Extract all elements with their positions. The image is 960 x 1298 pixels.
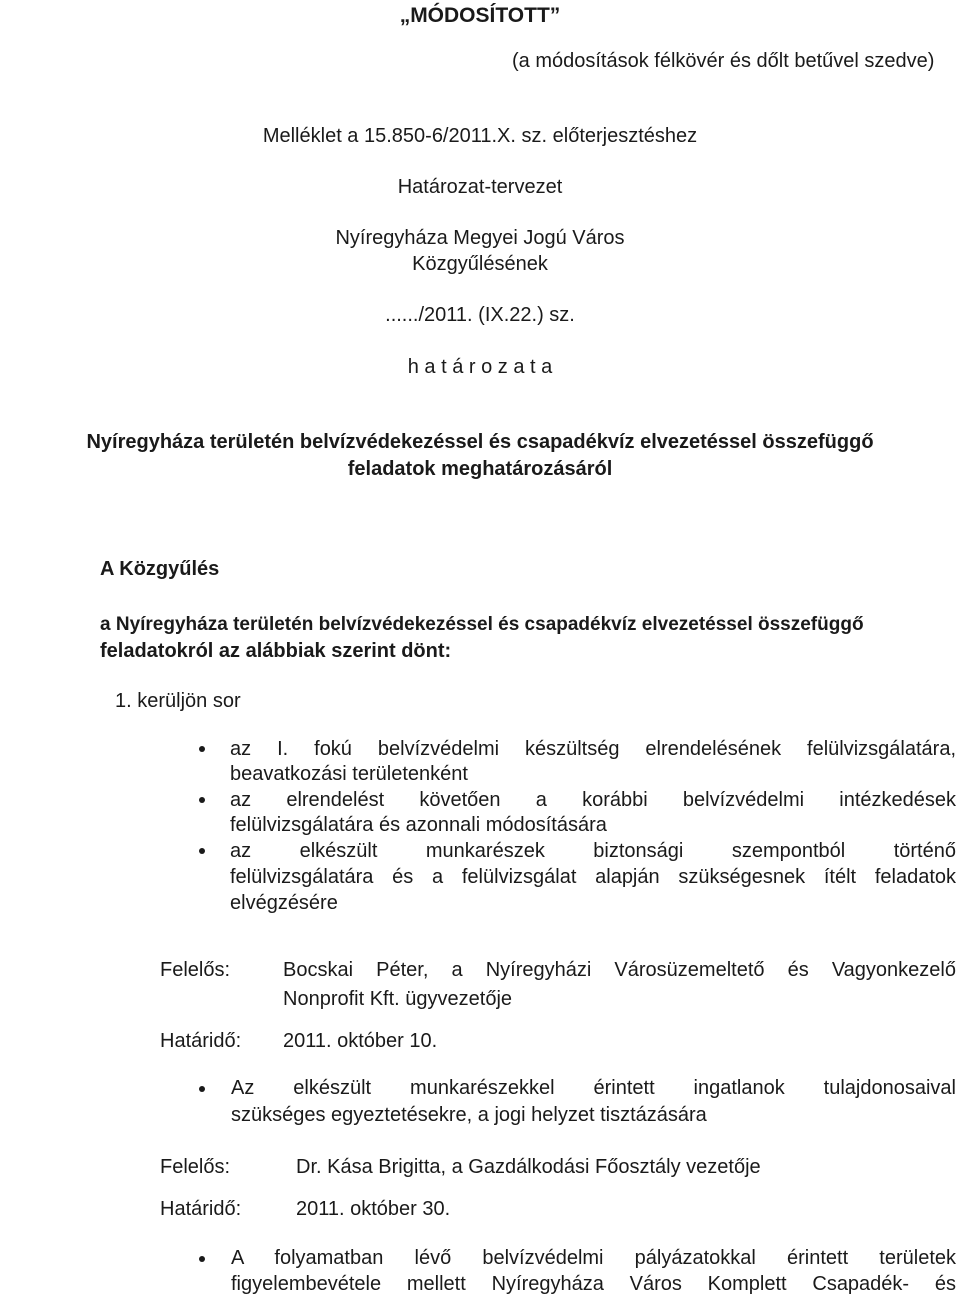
deadline-1-value: 2011. október 10.: [283, 1030, 438, 1052]
bullet-dot: [199, 848, 205, 854]
draft-label: Határozat-tervezet: [397, 176, 563, 198]
bullet-dot: [199, 746, 205, 752]
responsible-2-label: Felelős:: [160, 1156, 231, 1178]
bullet-dot: [199, 797, 205, 803]
resolution-number: ....../2011. (IX.22.) sz.: [385, 304, 575, 326]
point-1-label: 1. kerüljön sor: [115, 690, 241, 712]
subject-line-2: feladatok meghatározásáról: [347, 458, 613, 480]
bullet-1-line-2: beavatkozási területenként: [230, 763, 468, 785]
responsible-1-label: Felelős:: [160, 959, 231, 981]
bullet-dot: [199, 1086, 205, 1092]
issuer-line-1: Nyíregyháza Megyei Jogú Város: [335, 227, 625, 249]
deadline-2-value: 2011. október 30.: [296, 1198, 451, 1220]
bullet-3-line-3: elvégzésére: [230, 892, 338, 914]
bullet-1-line-1: az I. fokú belvízvédelmi készültség elrendelésének felülvizsgálatára,: [230, 738, 956, 760]
bullet-5-line-1: A folyamatban lévő belvízvédelmi pályázatokkal érintett területek: [231, 1247, 956, 1269]
decision-line-1: a Nyíregyháza területén belvízvédekezéssel és csapadékvíz elvezetéssel összefüggő: [100, 614, 864, 635]
assembly-heading: A Közgyűlés: [100, 558, 220, 580]
deadline-1-label: Határidő:: [160, 1030, 242, 1052]
responsible-1-line-2: Nonprofit Kft. ügyvezetője: [283, 988, 513, 1010]
bullet-2-line-1: az elrendelést követően a korábbi belvízvédelmi intézkedések: [230, 789, 956, 811]
responsible-1-line-1: Bocskai Péter, a Nyíregyházi Városüzemeltető és Vagyonkezelő: [283, 959, 956, 981]
modified-note: (a módosítások félkövér és dőlt betűvel szedve): [512, 50, 935, 72]
bullet-4-line-1: Az elkészült munkarészekkel érintett ingatlanok tulajdonosaival: [231, 1077, 956, 1099]
bullet-2-line-2: felülvizsgálatára és azonnali módosítására: [230, 814, 607, 836]
issuer-line-2: Közgyűlésének: [412, 253, 548, 275]
decision-line-2: feladatokról az alábbiak szerint dönt:: [100, 640, 452, 662]
responsible-2-value: Dr. Kása Brigitta, a Gazdálkodási Főosztály vezetője: [296, 1156, 761, 1178]
annex-reference: Melléklet a 15.850-6/2011.X. sz. előterjesztéshez: [262, 125, 698, 147]
bullet-5-line-2: figyelembevétele mellett Nyíregyháza Város Komplett Csapadék- és: [231, 1273, 956, 1295]
modified-title: „MÓDOSÍTOTT”: [399, 4, 561, 27]
bullet-4-line-2: szükséges egyeztetésekre, a jogi helyzet tisztázására: [231, 1104, 707, 1126]
document-type: h a t á r o z a t a: [407, 356, 553, 378]
bullet-3-line-1: az elkészült munkarészek biztonsági szempontból történő: [230, 840, 956, 862]
deadline-2-label: Határidő:: [160, 1198, 242, 1220]
bullet-3-line-2: felülvizsgálatára és a felülvizsgálat alapján szükségesnek ítélt feladatok: [230, 866, 956, 888]
subject-line-1: Nyíregyháza területén belvízvédekezéssel és csapadékvíz elvezetéssel összefüggő: [86, 431, 874, 453]
bullet-dot: [199, 1256, 205, 1262]
